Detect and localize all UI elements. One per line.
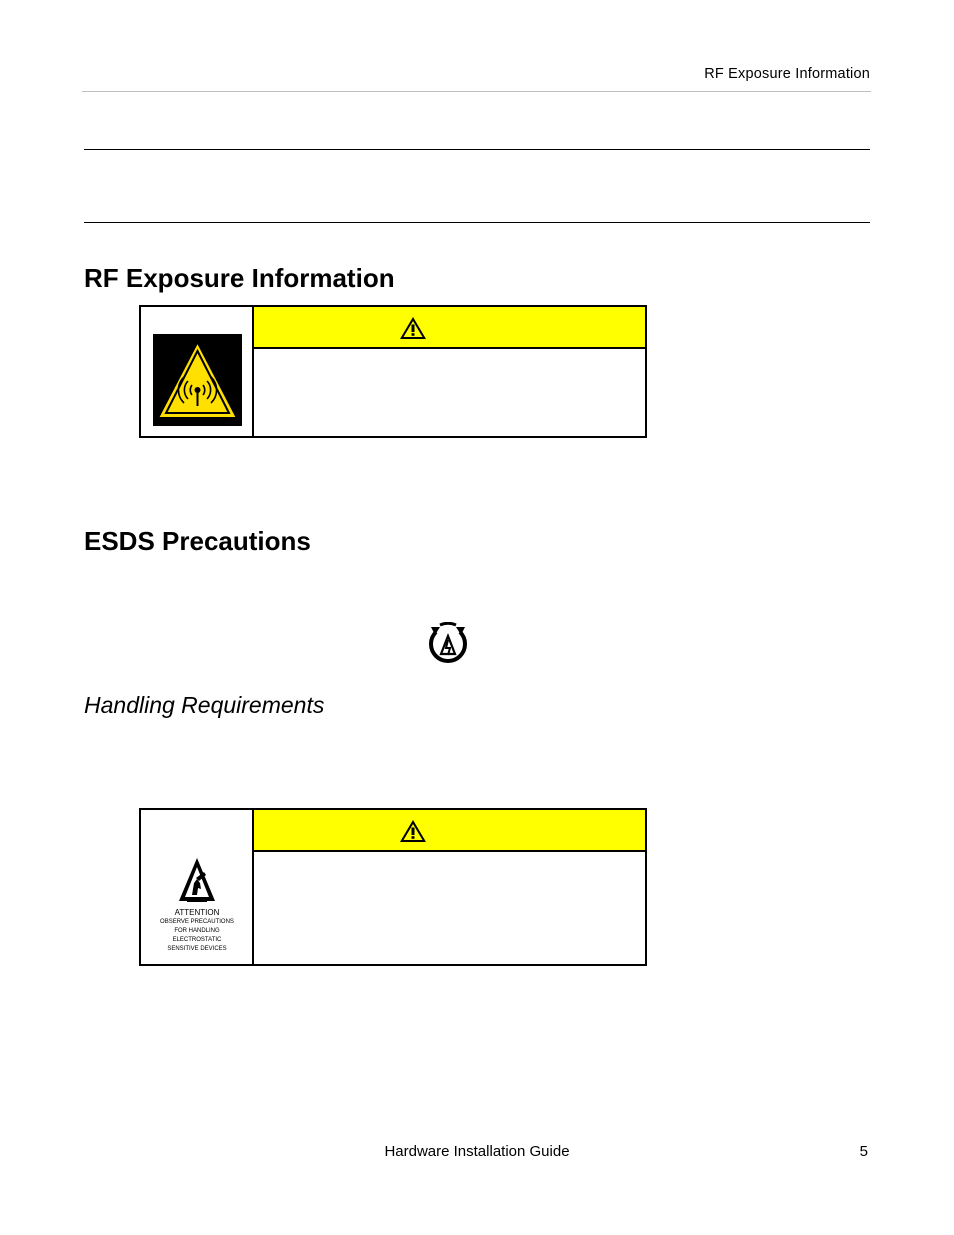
callout-image-cell bbox=[141, 307, 254, 436]
subheading-handling: Handling Requirements bbox=[84, 692, 325, 718]
section-heading-esds: ESDS Precautions bbox=[84, 526, 311, 556]
esd-caution-callout bbox=[139, 808, 647, 966]
header-rule bbox=[82, 91, 871, 92]
rf-caution-callout bbox=[139, 305, 647, 438]
caution-header bbox=[254, 307, 645, 349]
esd-label-line1: ATTENTION bbox=[174, 908, 220, 917]
footer-title: Hardware Installation Guide bbox=[384, 1143, 570, 1160]
caution-header bbox=[254, 810, 645, 852]
radio-frequency-warning-icon bbox=[153, 334, 242, 426]
esd-label-line5: SENSITIVE DEVICES bbox=[167, 946, 227, 952]
esd-susceptible-icon bbox=[426, 622, 470, 666]
callout-image-cell bbox=[141, 810, 254, 964]
section-heading-rf: RF Exposure Information bbox=[84, 263, 395, 293]
caution-triangle-icon bbox=[399, 819, 427, 843]
esd-label-line3: FOR HANDLING bbox=[174, 928, 220, 934]
running-header: RF Exposure Information bbox=[704, 66, 870, 82]
page-number: 5 bbox=[859, 1143, 868, 1160]
divider-bottom bbox=[84, 222, 870, 223]
divider-top bbox=[84, 149, 870, 150]
caution-body bbox=[254, 852, 645, 964]
caution-triangle-icon bbox=[399, 316, 427, 340]
caution-body bbox=[254, 349, 645, 436]
esd-attention-label-icon bbox=[153, 855, 241, 957]
esd-label-line4: ELECTROSTATIC bbox=[172, 937, 222, 943]
esd-label-line2: OBSERVE PRECAUTIONS bbox=[160, 919, 234, 925]
